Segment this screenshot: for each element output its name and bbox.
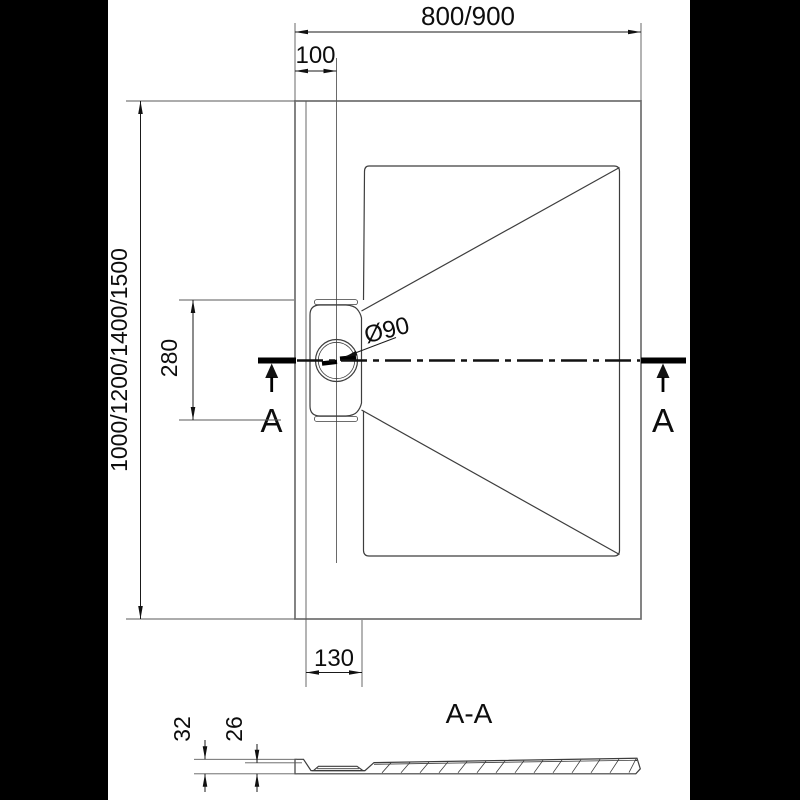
- drain-offset-label: 100: [295, 42, 336, 69]
- channel-width-label: 130: [313, 645, 355, 672]
- channel-length-label: 280: [156, 338, 182, 378]
- width-dim-label: 800/900: [421, 1, 515, 31]
- drawing-sheet: [108, 0, 690, 800]
- inner-height-label: 26: [221, 716, 247, 742]
- edge-height-label: 32: [169, 716, 195, 742]
- section-letter-right: A: [651, 402, 675, 439]
- section-title: A-A: [445, 698, 493, 729]
- section-letter-left: A: [260, 402, 283, 439]
- length-dim-label: 1000/1200/1400/1500: [106, 248, 132, 472]
- drain-diameter-label: Ø90: [361, 311, 413, 350]
